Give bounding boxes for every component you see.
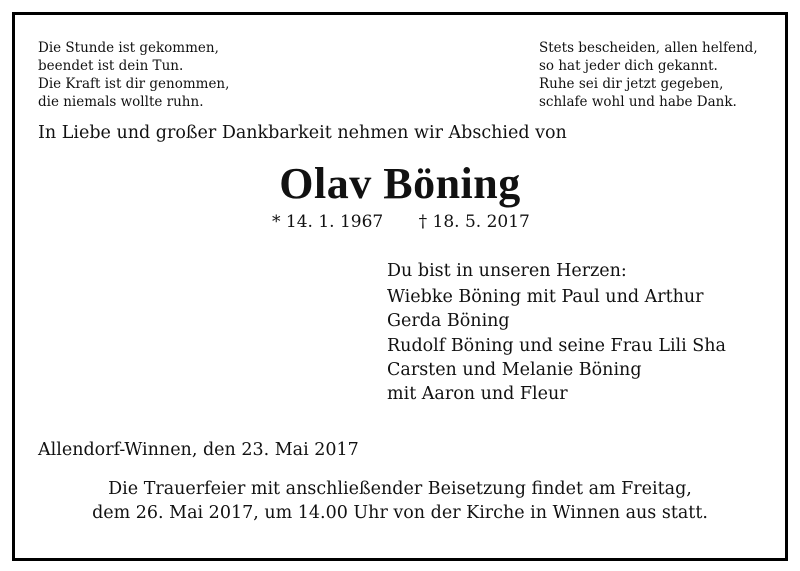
- poem-line: schlafe wohl und habe Dank.: [539, 94, 737, 110]
- poem-line: Stets bescheiden, allen helfend,: [539, 40, 758, 56]
- death-date: † 18. 5. 2017: [418, 212, 530, 232]
- funeral-line: Die Trauerfeier mit anschließender Beisetzung findet am Freitag,: [108, 479, 692, 499]
- deceased-name: Olav Böning: [279, 159, 521, 208]
- poem-line: so hat jeder dich gekannt.: [539, 58, 718, 74]
- obituary-frame: [12, 12, 788, 561]
- mourner-entry: Rudolf Böning und seine Frau Lili Sha: [387, 335, 726, 356]
- mourner-entry: mit Aaron und Fleur: [387, 384, 568, 405]
- birth-date: * 14. 1. 1967: [272, 212, 384, 232]
- poem-line: Die Kraft ist dir genommen,: [38, 76, 230, 92]
- poem-line: beendet ist dein Tun.: [38, 58, 184, 74]
- life-dates: [272, 212, 530, 232]
- place-and-date: Allendorf-Winnen, den 23. Mai 2017: [38, 440, 359, 460]
- mourners-list: [387, 259, 726, 406]
- poem-line: die niemals wollte ruhn.: [38, 94, 204, 110]
- farewell-intro: In Liebe und großer Dankbarkeit nehmen wir Abschied von: [38, 123, 567, 143]
- mourner-entry: Gerda Böning: [387, 311, 510, 332]
- mourner-entry: Carsten und Melanie Böning: [387, 359, 642, 380]
- poem-right: [539, 39, 758, 111]
- poem-left: [38, 39, 229, 111]
- funeral-notice: [15, 477, 785, 525]
- mourner-entry: Wiebke Böning mit Paul und Arthur: [387, 287, 704, 308]
- poem-line: Ruhe sei dir jetzt gegeben,: [539, 76, 724, 92]
- poem-line: Die Stunde ist gekommen,: [38, 40, 219, 56]
- funeral-line: dem 26. Mai 2017, um 14.00 Uhr von der Kirche in Winnen aus statt.: [92, 503, 708, 523]
- mourners-intro: Du bist in unseren Herzen:: [387, 261, 627, 281]
